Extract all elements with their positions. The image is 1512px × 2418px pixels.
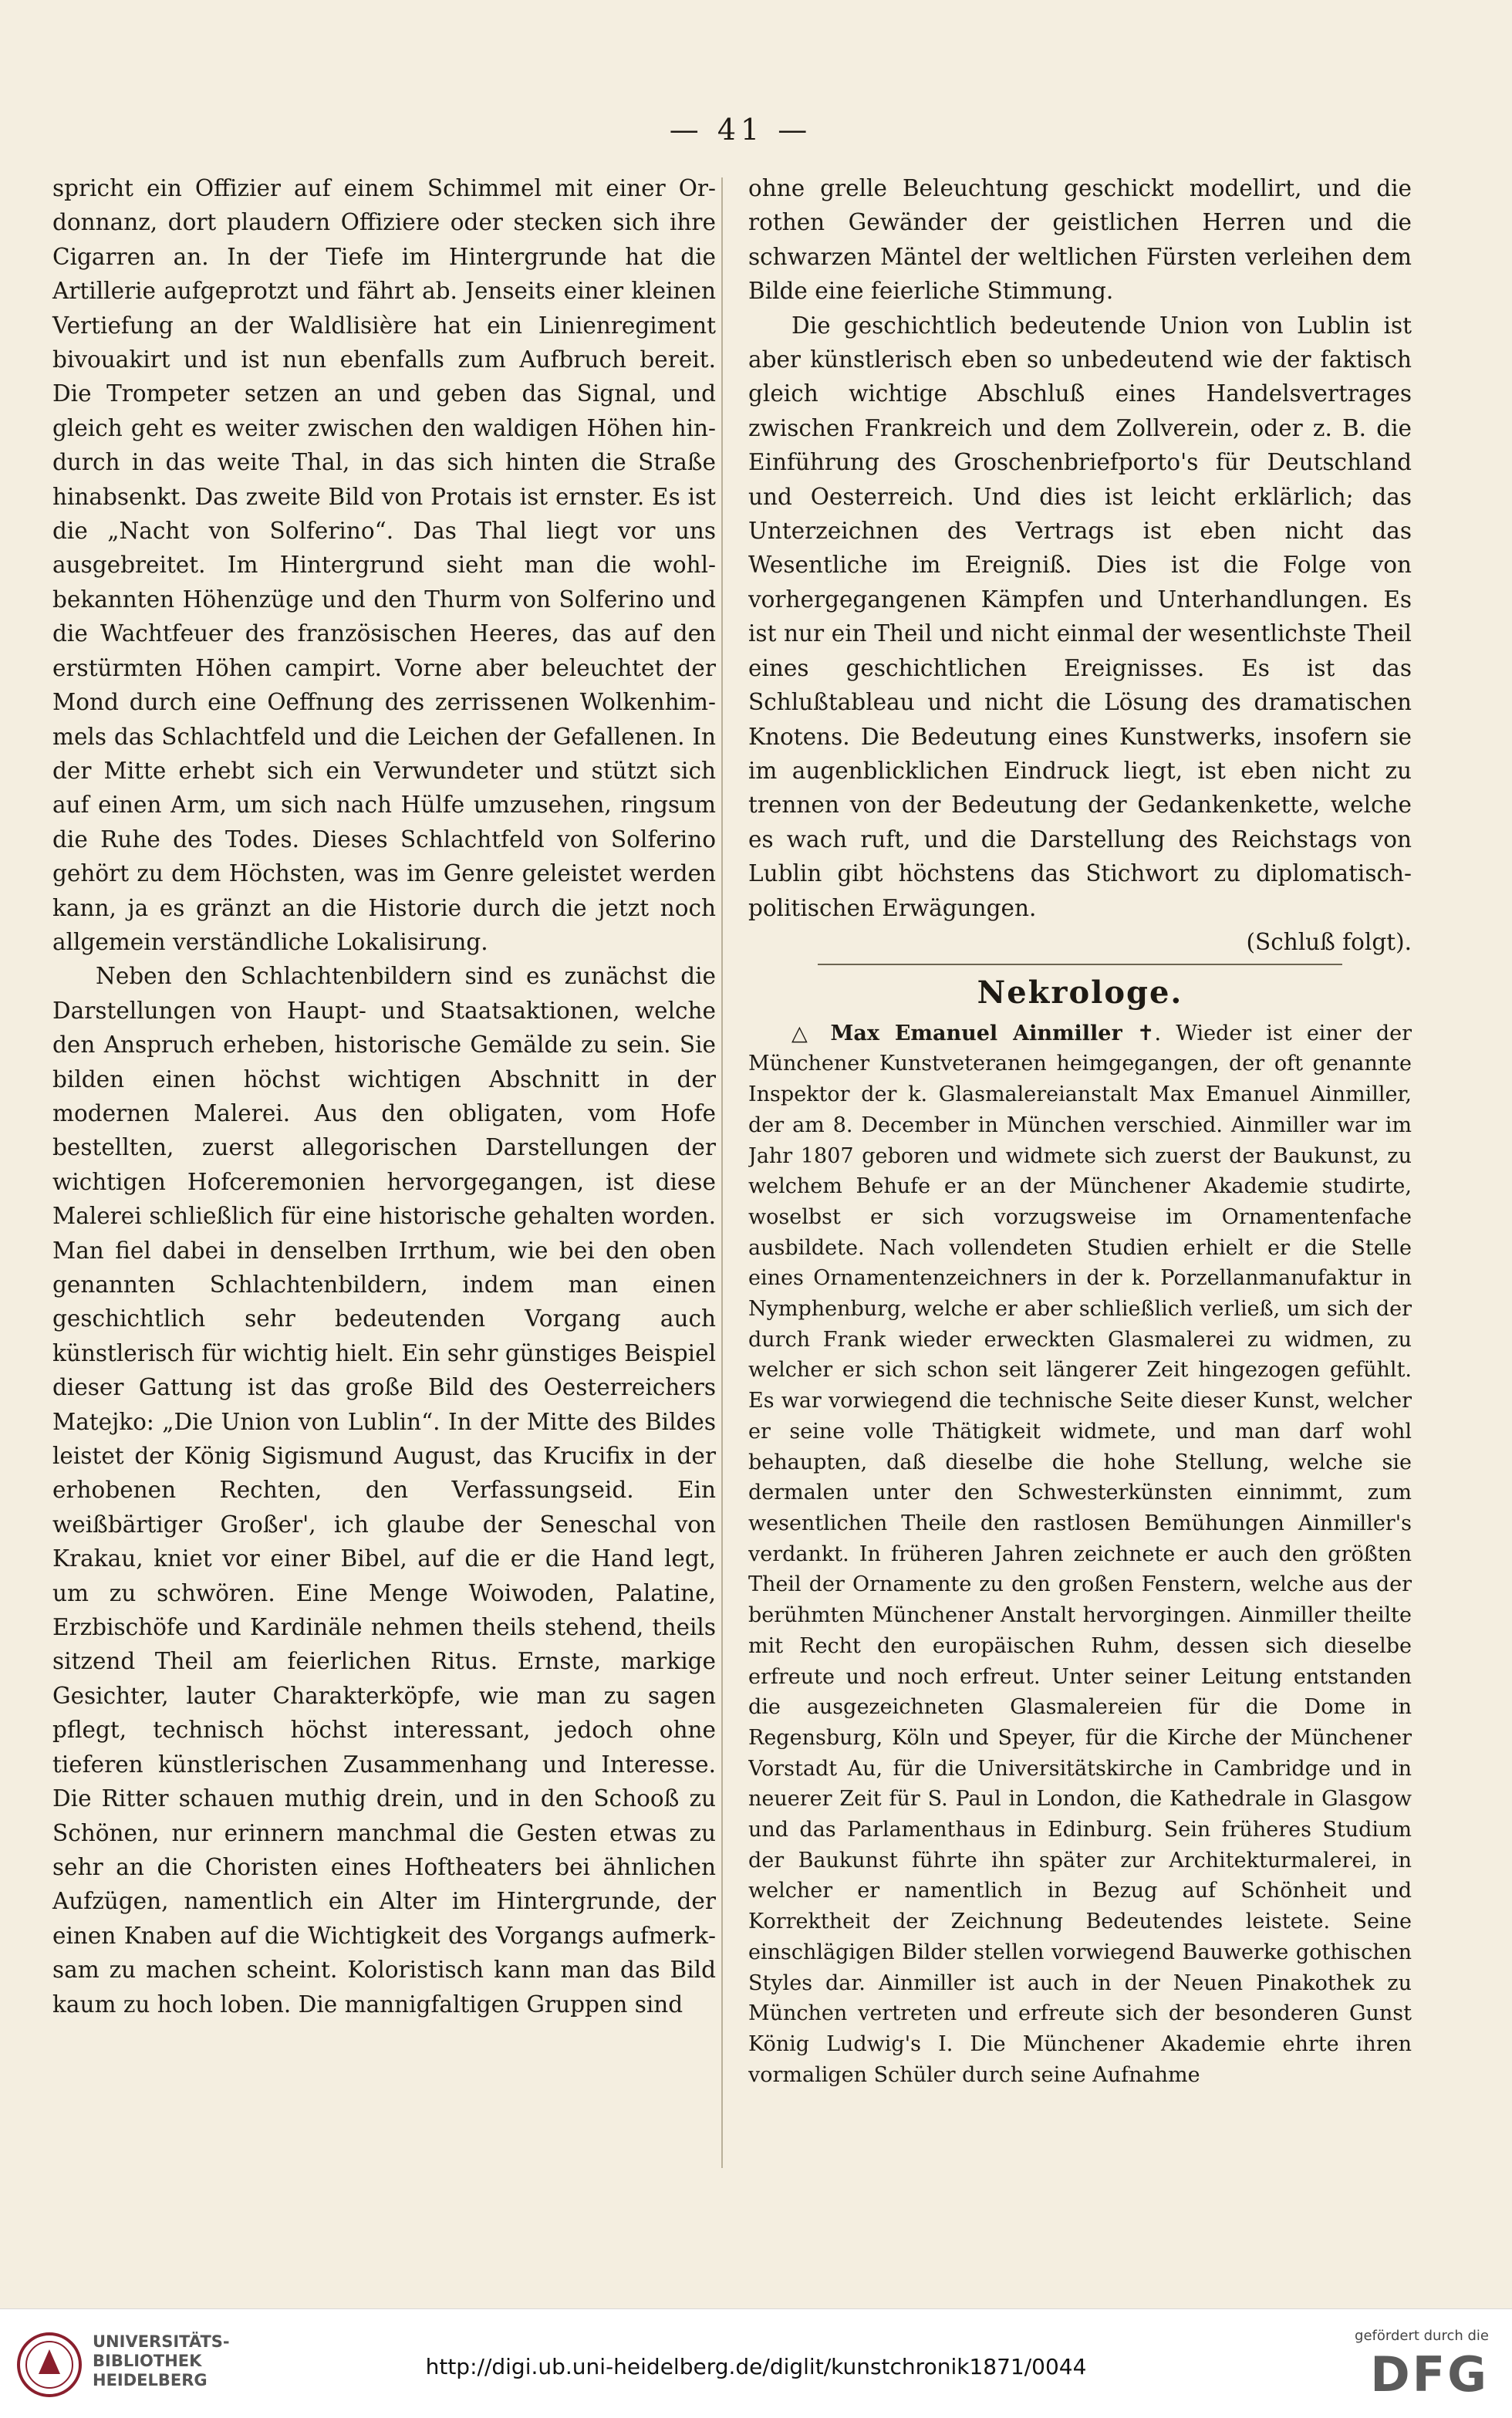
obituary-text: Wieder ist einer der Münchener Kunstveteranen heimgegangen, der oft genannte Inspektor der k. Glasmalereianstalt Max Emanuel Ainmiller, der am 8. December in München verschied. Ainmiller war im Jahr 1807 geboren und widmete sich zuerst der Baukunst, zu welchem Behufe er an der Münchener Akademie studirte, woselbst er sich vorzugsweise im Ornamentenfache ausbildete. Nach vollendeten Studien erhielt er die Stelle eines Ornamentenzeichners in der k. Porzellanmanufaktur in Nymphenburg, welche er aber schließlich verließ, um sich der durch Frank wieder erweckten Glasmalerei zu widmen, zu welcher er sich schon seit längerer Zeit hingezogen gefühlt. Es war vorwiegend die technische Seite dieser Kunst, welcher er seine volle Thätigkeit widmete, und man darf wohl behaupten, daß dieselbe die hohe Stellung, welche sie dermalen unter den Schwesterkünsten einnimmt, zum wesentlichen Theile den rastlosen Bemühungen Ainmiller's verdankt. In früheren Jahren zeichnete er auch den größten Theil der Ornamente zu den großen Fenstern, welche aus der berühmten Münchener Anstalt hervorgingen. Ainmiller theilte mit Recht den europäischen Ruhm, dessen sich dieselbe erfreute und noch erfreut. Unter seiner Leitung entstanden die ausgezeichneten Glasmalereien für die Dome in Regensburg, Köln und Speyer, für die Kirche der Münchener Vorstadt Au, für die Universitätskirche in Cambridge und in neuerer Zeit für S. Paul in London, die Kathedrale in Glasgow und das Parlamenthaus in Edinburg. Sein früheres Studium der Baukunst führte ihn später zur Architekturmalerei, in welcher er namentlich in Bezug auf Schönheit und Korrektheit der Zeichnung Bedeutendes leistete. Seine einschlägigen Bilder stellen vorwiegend Bauwerke gothischen Styles dar. Ainmiller ist auch in der Neuen Pinakothek zu München vertreten und erfreute sich der besonderen Gunst König Ludwig's I. Die Münchener Akademie ehrte ihren vormaligen Schüler durch seine Aufnahme [748,1021,1412,2087]
obituary-name: Max Emanuel Ainmiller [830,1021,1122,1045]
right-column [748,171,1412,2177]
obituary-paragraph [748,1018,1412,2091]
institution-line: HEIDELBERG [93,2371,208,2389]
source-url-link[interactable]: http://digi.ub.uni-heidelberg.de/diglit/kunstchronik1871/0044 [425,2354,1087,2379]
continued-note: (Schluß folgt). [1246,928,1412,955]
left-column [52,171,716,2021]
paragraph: Die geschichtlich bedeutende Union von Lublin ist aber künstlerisch eben so unbedeutend wie der faktisch gleich wichtige Abschluß eines Handelsvertrages zwischen Frankreich und dem Zollverein, oder z. B. die Einführung des Groschenbriefporto's für Deutschland und Oesterreich. Und dies ist leicht erklärlich; das Unterzeichnen des Vertrags ist eben nicht das Wesentliche im Ereigniß. Dies ist die Folge von vorhergegangenen Kämpfen und Unterhandlungen. Es ist nur ein Theil und nicht einmal der wesentlichste Theil eines geschichtlichen Ereignisses. Es ist das Schlußtableau und nicht die Lösung des dramatischen Knotens. Die Bedeutung eines Kunstwerks, insofern sie im augenblicklichen Eindruck liegt, ist eben nicht zu trennen von der Bedeutung der Gedankenkette, welche es wach ruft, und die Darstellung des Reichstags von Lublin gibt höchstens das Stichwort zu diplomatischpolitischen Erwägungen. [748,312,1412,921]
institution-line: UNIVERSITÄTS- [93,2332,230,2351]
cross-icon: ✝. [1136,1021,1162,1045]
dfg-logo: DFG [1370,2346,1489,2403]
paragraph: spricht ein Offizier auf einem Schimmel mit einer Ordonnanz, dort plaudern Offiziere oder stecken sich ihre Cigarren an. In der Tiefe im Hintergrunde hat die Artillerie aufgeprotzt und fährt ab. Jenseits einer kleinen Vertiefung an der Waldlisière hat ein Linienregiment bivouakirt und ist nun ebenfalls zum Aufbruch bereit. Die Trompeter setzen an und geben das Signal, und gleich geht es weiter zwischen den waldigen Höhen hindurch in das weite Thal, in das sich hinten die Straße hinabsenkt. Das zweite Bild von Protais ist ernster. Es ist die „Nacht von Solferino“. Das Thal liegt vor uns ausgebreitet. Im Hintergrund sieht man die wohlbekannten Höhenzüge und den Thurm von Solferino und die Wachtfeuer des französischen Heeres, das auf den erstürmten Höhen campirt. Vorne aber beleuchtet der Mond durch eine Oeffnung des zerrissenen Wolkenhimmels das Schlachtfeld und die Leichen der Gefallenen. In der Mitte erhebt sich ein Verwundeter und stützt sich auf einen Arm, um sich nach Hülfe umzusehen, ringsum die Ruhe des Todes. Dieses Schlachtfeld von Solferino gehört zu dem Höchsten, was im Genre geleistet werden kann, ja es gränzt an die Historie durch die jetzt noch allgemein verständliche Lokalisirung. [52,175,716,955]
paragraph: Neben den Schlachtenbildern sind es zunächst die Darstellungen von Haupt- und Staatsaktionen, welche den Anspruch erheben, historische Gemälde zu sein. Sie bilden einen höchst wichtigen Abschnitt in der modernen Malerei. Aus den obligaten, vom Hofe bestellten, zuerst allegorischen Darstellungen der wichtigen Hofceremonien hervorgegangen, ist diese Malerei schließlich für eine historische gehalten worden. Man fiel dabei in denselben Irrthum, wie bei den oben genannten Schlachtenbildern, indem man einen geschichtlich sehr bedeutenden Vorgang auch künstlerisch für wichtig hielt. Ein sehr günstiges Beispiel dieser Gattung ist das große Bild des Oesterreichers Matejko: „Die Union von Lublin“. In der Mitte des Bildes leistet der König Sigismund August, das Krucifix in der erhobenen Rechten, den Verfassungseid. Ein weißbärtiger Großer', ich glaube der Seneschal von Krakau, kniet vor einer Bibel, auf die er die Hand legt, um zu schwören. Eine Menge Woiwoden, Palatine, Erzbischöfe und Kardinäle nehmen theils stehend, theils sitzend Theil am feierlichen Ritus. Ernste, markige Gesichter, lauter Charakterköpfe, wie man zu sagen pflegt, technisch höchst interessant, jedoch ohne tieferen künstlerischen Zusammenhang und Interesse. Die Ritter schauen muthig drein, und in den Schooß zu Schönen, nur erinnern manchmal die Gesten etwas zu sehr an die Choristen eines Hoftheaters bei ähnlichen Aufzügen, namentlich ein Alter im Hintergrunde, der einen Knaben auf die Wichtigkeit des Vorgangs aufmerksam zu machen scheint. Koloristisch kann man das Bild kaum zu hoch loben. Die mannigfaltigen Gruppen sind [52,963,716,2018]
institution-line: BIBLIOTHEK [93,2352,202,2370]
obituary-marker: △ [791,1021,816,1045]
section-divider [818,964,1342,965]
section-heading: Nekrologe. [977,974,1183,1011]
funding-note: gefördert durch die [1355,2328,1489,2344]
column-divider [721,177,723,2168]
footer-bar [0,2308,1512,2418]
page-number: — 41 — [669,113,812,147]
paragraph: ohne grelle Beleuchtung geschickt modellirt, und die rothen Gewänder der geistlichen Herren und die schwarzen Mäntel der weltlichen Fürsten verleihen dem Bilde eine feierliche Stimmung. [748,175,1412,305]
